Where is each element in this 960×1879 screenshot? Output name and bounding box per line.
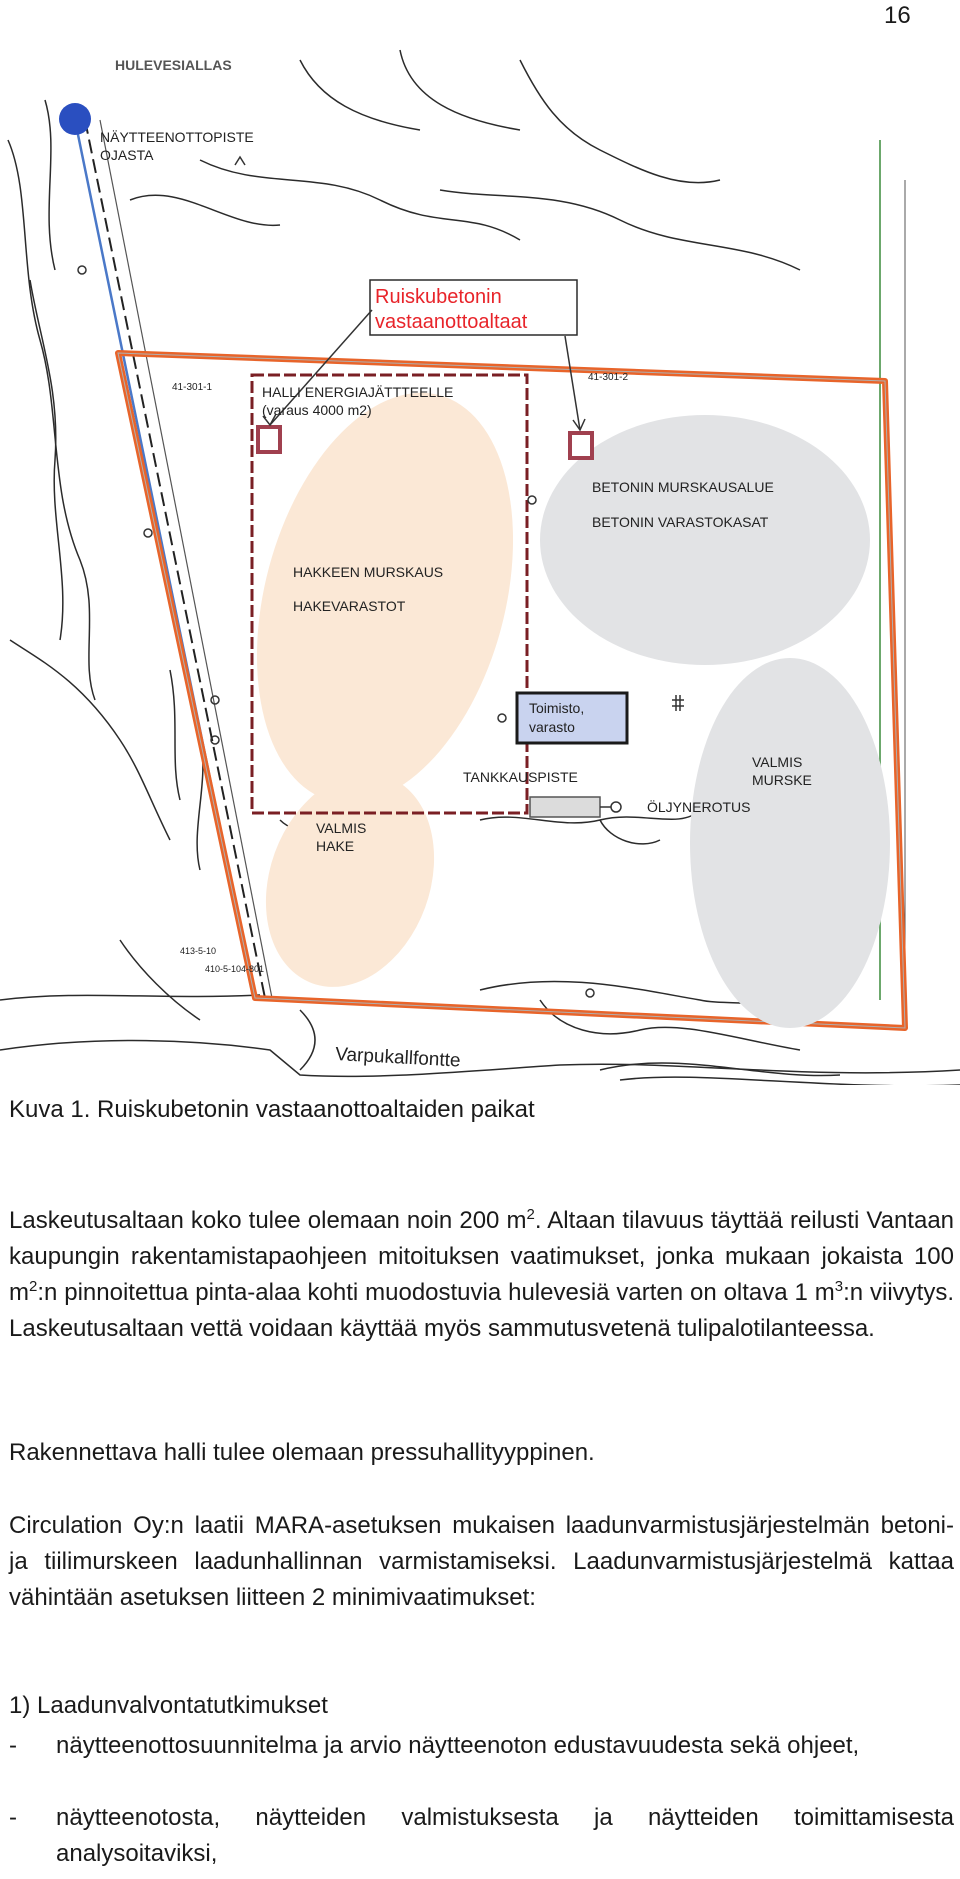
list-item — [9, 1728, 954, 1764]
map-label-oil-separation: ÖLJYNEROTUS — [647, 799, 751, 815]
callout-line2: vastaanottoaltaat — [375, 311, 528, 333]
map-label-concrete-1: BETONIN MURSKAUSALUE — [592, 479, 774, 495]
list-dash: - — [9, 1804, 17, 1831]
map-label-hall-1: HALLI ENERGIAJÄTTTEELLE — [262, 384, 454, 400]
map-label-sampling-2: OJASTA — [100, 147, 154, 163]
map-label-sampling-1: NÄYTTEENOTTOPISTE — [100, 129, 254, 145]
paragraph1-sup2: 2 — [29, 1278, 38, 1295]
callout-line1: Ruiskubetonin — [375, 286, 502, 308]
map-label-office-2: varasto — [529, 719, 575, 735]
list-item-text: näytteenotosta, näytteiden valmistuksesta ja näytteiden toimittamisesta analysoitaviksi, — [56, 1804, 954, 1867]
map-label-fuel-point: TANKKAUSPISTE — [463, 769, 578, 785]
figure-caption: Kuva 1. Ruiskubetonin vastaanottoaltaiden paikat — [9, 1096, 535, 1123]
drain-lines — [75, 120, 272, 998]
list-dash: - — [9, 1732, 17, 1759]
paragraph-basin-size — [9, 1203, 954, 1347]
ready-crush-area — [690, 658, 890, 1028]
map-label-ready-crush-1: VALMIS — [752, 754, 803, 770]
sampling-point-icon — [59, 103, 91, 135]
ready-chips-area — [237, 749, 463, 1010]
paragraph1-sup1: 2 — [526, 1206, 535, 1223]
paragraph1-sup3: 3 — [834, 1278, 844, 1295]
paragraph-hall-type: Rakennettava halli tulee olemaan pressuhallityyppinen. — [9, 1439, 595, 1466]
map-label-office-1: Toimisto, — [529, 700, 585, 716]
basin-marker-right — [570, 433, 592, 458]
page-number: 16 — [884, 2, 911, 29]
oil-separator-icon — [611, 802, 621, 812]
basin-marker-left — [258, 427, 280, 452]
list-item-text: näytteenottosuunnitelma ja arvio näytteenoton edustavuudesta sekä ohjeet, — [56, 1732, 860, 1759]
map-label-hall-2: (varaus 4000 m2) — [262, 402, 372, 418]
list-heading: 1) Laadunvalvontatutkimukset — [9, 1692, 328, 1719]
map-label-ready-crush-2: MURSKE — [752, 772, 812, 788]
paragraph1-part4: :n viivytys. Laskeutusaltaan vettä voidaan käyttää myös sammutusvetenä tulipalotilanteessa. — [9, 1279, 955, 1342]
map-label-parcel-left: 41-301-1 — [172, 382, 213, 393]
map-label-ready-chips-1: VALMIS — [316, 820, 367, 836]
map-label-parcel-right: 41-301-2 — [588, 372, 629, 383]
paragraph1-part2: . Altaan tilavuus täyttää reilusti Vantaan kaupungin rakentamistapaohjeen mitoituksen vaatimukset, jonka mukaan jokaista 100 m — [9, 1207, 955, 1306]
map-label-parcel-bottom-2: 410-5-104-801 — [205, 964, 265, 974]
paragraph1-part3: :n pinnoitettua pinta-alaa kohti muodostuvia hulevesiä varten on oltava 1 m — [37, 1279, 835, 1306]
map-label-top: HULEVESIALLAS — [115, 57, 232, 73]
map-label-road: Varpukallfontte — [334, 1044, 462, 1072]
list-item — [9, 1800, 954, 1872]
map-label-chips-2: HAKEVARASTOT — [293, 598, 406, 614]
paragraph1-part1: Laskeutusaltaan koko tulee olemaan noin 200 m — [9, 1207, 527, 1234]
fuel-point-tank — [530, 797, 600, 817]
site-map — [0, 40, 960, 1085]
map-label-parcel-bottom-1: 413-5-10 — [180, 946, 217, 956]
map-label-concrete-2: BETONIN VARASTOKASAT — [592, 514, 769, 530]
map-label-chips-1: HAKKEEN MURSKAUS — [293, 564, 444, 580]
paragraph-quality-system: Circulation Oy:n laatii MARA-asetuksen mukaisen laadunvarmistusjärjestelmän betoni- ja tiilimurskeen laadunhallinnan varmistamiseksi. Laadunvarmistusjärjestelmä kattaa vähintään asetuksen liitteen 2 minimivaatimukset: — [9, 1512, 954, 1611]
map-label-ready-chips-2: HAKE — [316, 838, 355, 854]
